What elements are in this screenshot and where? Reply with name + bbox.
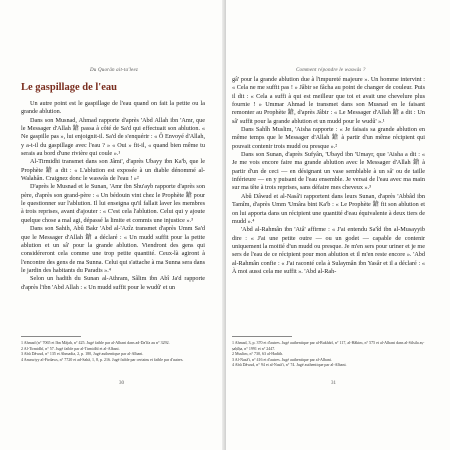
footnote: 3 Abû Dâwud, n° 135 et Ahmadia, 2, p. 180, Jugé authentique par al-Albani.	[21, 351, 144, 357]
footnote: 4 Amawiyy al-Firdaws, n° 7720 et ad-Sahâ, 1, 8, p. 216. Jugé faible par certains et faible par d'autres.	[21, 356, 184, 362]
footnotes-right	[232, 340, 425, 368]
paragraph: Dans son Sahih, Abû Bakr 'Abd al-'Azîz transmet d'après Umm Sa'd que le Messager d'Allah 鎗 a déclaré : « Un mudd suffit pour la petite ablution et un sâ' pour la grande ablution. Viendront des gens qui considéreront cela comme une trop petite quantité. Ceux-là agiront à l'encontre des gens de ma Sunna. Celui qui s'attache à ma Sunna sera dans le jardin des habitants du Paradis ».⁴	[21, 225, 205, 274]
paragraph: Dans Sahîh Muslim, 'Aisha rapporte : « Je faisais sa grande ablution en même temps que le Messager d'Allah 鎗 à partir d'un même récipient qui pouvait contenir trois mudd ou presque ».²	[232, 126, 425, 150]
paragraph: Dans son Sunan, d'après Sufyân, 'Ubayd ibn 'Umayr, que 'Aisha a dit : « Je me vois encore faire ma grande ablution avec le Messager d'Allah 鎗 à partir d'un de ceci — en désignant un vase semblable à un sâ' ou de taille inférieure — en y puisant de l'eau ensemble. Je versai de l'eau avec ma main sur ma tête à trois reprises, sans défaire mes cheveux ».³	[232, 151, 425, 192]
page-number-left: 30	[119, 381, 124, 386]
paragraph: Selon un hadith du Sunan al-Athram, Sâlim ibn Abî Ja'd rapporte d'après l'ibn 'Abd Allah : « Un mudd suffit pour le wudû' et un	[21, 275, 205, 291]
footnote: 2 Al-Tirmidhî, n° 57. Jugé faible par al-Tirmidhî et al-Albani.	[21, 345, 120, 351]
paragraph: Abû Dâwud et al-Nasâ'i rapportent dans leurs Sunan, d'après 'Abbâd ibn Tamîm, d'après Umm 'Umâra bint Ka'b : « Le Prophète 鎗 fit son ablution et on lui apporta dans un récipient une quantité d'eau équivalente à deux tiers de mudd ».⁴	[232, 192, 425, 225]
section-title: Le gaspillage de l'eau	[21, 82, 117, 93]
footnotes-left	[21, 340, 205, 362]
paragraph: Al-Tirmidhi transmet dans son Jâmi', d'après Ubayy ibn Ka'b, que le Prophète 鎗 a dit : « L'ablution est exposée à un diable dénommé al-Walahân. Craignez donc le waswâs de l'eau ! »²	[21, 158, 205, 183]
right-body	[232, 76, 425, 276]
footnote: 1 Ahmad (n° 7065 et Ibn Mâjah, n° 425. Jugé faible par al-Albani dans ad-Da'îfa au n° 3292.	[21, 340, 170, 345]
running-head-right: Comment répondre le waswâs ?	[296, 68, 366, 73]
left-body	[21, 76, 205, 292]
footnote: 2 Muslim, n° 730, 63 al-Hadith.	[232, 351, 284, 357]
footnote: 4 Abû Dâwud, n° 94 et al-Nasâ'i, n° 74. Jugé authentique par al-Albani.	[232, 362, 347, 368]
right-page	[226, 0, 450, 450]
paragraph: Un autre point est le gaspillage de l'eau quand on fait la petite ou la grande ablution.	[21, 100, 205, 116]
footnote-divider	[232, 336, 292, 337]
page-number-right: 31	[331, 381, 336, 386]
footnote: 1 Ahmad, 3, p. 370 et d'autres. Jugé authentique par al-Bukhârî, n° 117, al-Hâkim, n° 575 et al-Albani dans al-Silsila aṣ-ṣaḥîḥa, n° 1991 et n° 2447.	[232, 340, 425, 351]
running-head-left: Du Quorân ait-ta'leez	[90, 68, 139, 73]
footnote: 3 Al-Nasâ'i, n° 416 et d'autres. Jugé authentique par al-Albani.	[232, 356, 332, 362]
paragraph: 'Abd al-Rahmân ibn 'Atâ' affirme : « J'ai entendu Sa'îd ibn al-Musayyib dire : « J'ai une petite outre — ou un godet — capable de contenir uniquement la moitié d'un mudd ou presque. Je m'en sers pour uriner et je me sers de l'eau de ce récipient pour mon ablution et il m'en reste encore ». 'Abd al-Rahmân confie : « J'ai raconté cela à Sulaymân ibn Yasâr et il a déclaré : « À moi aussi cela me suffit ». 'Abd al-Rah-	[232, 226, 425, 275]
paragraph: Dans son Musnad, Ahmad rapporte d'après 'Abd Allah ibn 'Amr, que le Messager d'Allah 鎗 passa à côté de Sa'd qui effectuait son ablution. « Ne gaspille pas », lui enjoignit-il. Sa'd de s'enquérir : « Ô Envoyé d'Allah, y a-t-il du gaspillage avec l'eau ? » « Oui » fit-il, « quand bien même tu serais au bord d'une rivière qui coule ».¹	[21, 116, 205, 158]
paragraph: D'après le Musnad et le Sunan, 'Amr ibn Shu'ayb rapporte d'après son père, d'après son grand-père : « Un bédouin vint chez le Prophète 鎗 pour le questionner sur l'ablution. Il lui enseigna qu'il fallait laver les membres à trois reprises, avant d'ajouter : « C'est cela l'ablution. Celui qui y ajoute quelque chose a mal agi, dépassé la limite et commis une injustice ».³	[21, 183, 205, 224]
paragraph: gâ' pour la grande ablution due à l'impureté majeure ». Un homme intervint : « Cela ne me suffit pas ! » Jâbir se fâcha au point de changer de couleur. Puis il dit : « Cela a suffi à qui est meilleur que toi et avait une chevelure plus fournie ! » Ummar Ahmad le transmet dans son Musnad en le faisant remonter au Prophète 鎗, d'après Jâbir : « Le Messager d'Allah 鎗 a dit : Un sâ' suffit pour la grande ablution et un mudd pour le wudû' ».¹	[232, 76, 425, 125]
footnote-divider	[21, 336, 81, 337]
